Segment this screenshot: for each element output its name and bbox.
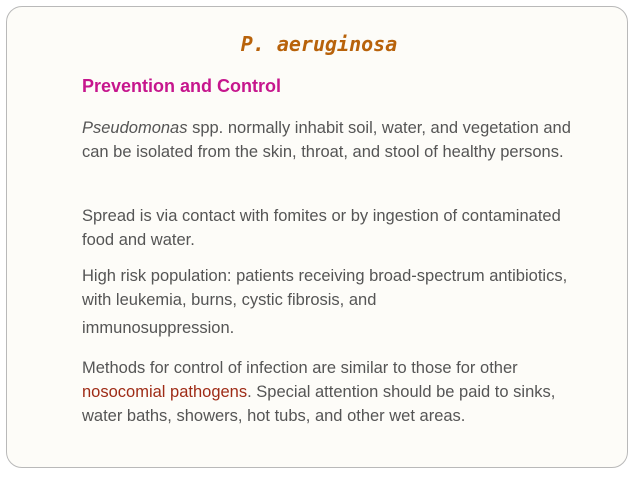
risk-population-text: High risk population: patients receiving broad-spectrum antibiotics, with leukemia, burns, cystic fibrosis, and	[82, 267, 568, 309]
control-methods-rest: . Special attention should be paid to sinks, water baths, showers, hot tubs, and other wet areas.	[82, 383, 556, 425]
paragraph-habitat	[82, 116, 582, 164]
paragraph-control-methods	[82, 356, 582, 428]
nosocomial-pathogens-link[interactable]: nosocomial pathogens	[82, 383, 248, 401]
genus-name: Pseudomonas	[82, 119, 188, 137]
control-methods-lead: Methods for control of infection are similar to those for other	[82, 359, 518, 377]
risk-population-last-line: immunosuppression.	[82, 319, 235, 337]
section-heading: Prevention and Control	[82, 76, 282, 96]
slide-title: P. aeruginosa	[240, 32, 398, 56]
paragraph-risk-population	[82, 264, 582, 340]
habitat-text: spp. normally inhabit soil, water, and vegetation and can be isolated from the skin, throat, and stool of healthy persons.	[82, 119, 571, 161]
paragraph-spread: Spread is via contact with fomites or by ingestion of contaminated food and water.	[82, 207, 561, 249]
